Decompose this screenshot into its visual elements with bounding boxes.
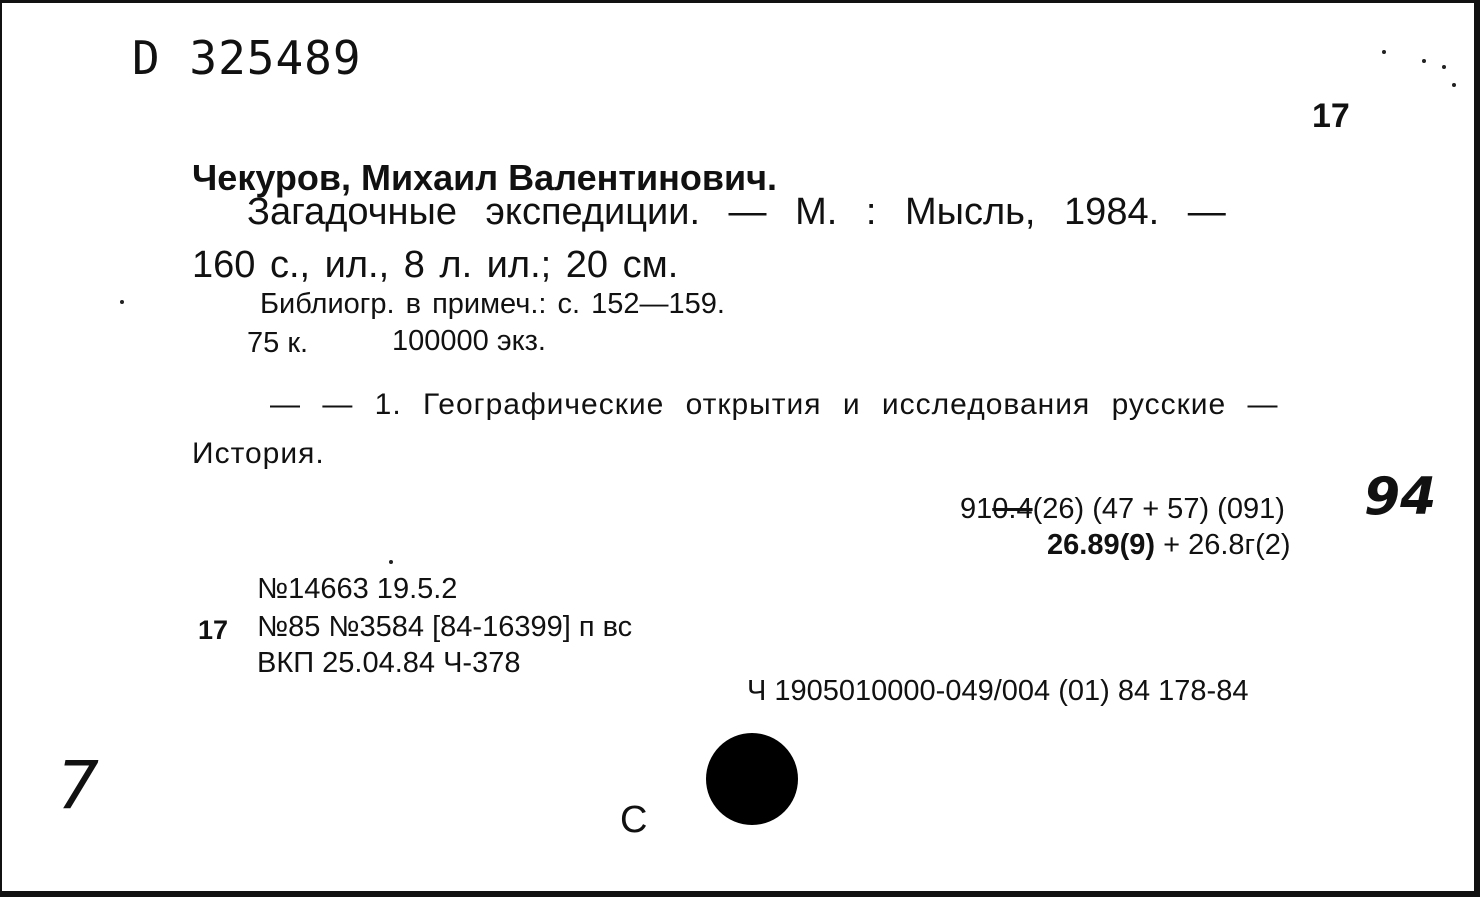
- order-number: №14663 19.5.2: [257, 573, 458, 605]
- speck-mark: [1422, 59, 1426, 63]
- classification-code-line2: [1047, 531, 1291, 560]
- class-code-line2-rest: + 26.8г(2): [1155, 529, 1291, 561]
- classification-code-line1: [960, 495, 1285, 524]
- class-code-handwritten: 94: [1364, 467, 1437, 527]
- order-line3: ВКП 25.04.84 Ч-378: [257, 647, 521, 679]
- class-code-rest: (26) (47 + 57) (091): [1032, 493, 1285, 525]
- punch-hole-dot: [706, 733, 798, 825]
- subject-heading-line2: История.: [192, 437, 325, 470]
- pages-line: 160 с., ил., 8 л. ил.; 20 см.: [192, 244, 679, 286]
- speck-mark: [1382, 50, 1386, 54]
- handwritten-margin-number: 7: [57, 747, 99, 824]
- speck-mark: [120, 300, 124, 304]
- top-right-number: 17: [1312, 97, 1350, 135]
- isbn-line: Ч 1905010000-049/004 (01) 84 178-84: [747, 675, 1249, 707]
- price: 75 к.: [247, 327, 309, 359]
- bottom-letter: С: [620, 799, 648, 841]
- order-line2: №85 №3584 [84-16399] п вс: [257, 611, 633, 643]
- title-line: Загадочные экспедиции. — М. : Мысль, 1984. —: [247, 191, 1226, 233]
- class-code-struck: 0.4: [992, 493, 1033, 525]
- class-code-prefix: 91: [960, 493, 993, 525]
- author-heading: Чекуров, Михаил Валентинович.: [192, 157, 777, 198]
- speck-mark: [1442, 65, 1446, 69]
- class-code-line2-bold: 26.89(9): [1047, 529, 1156, 561]
- speck-mark: [1452, 83, 1456, 87]
- copies: 100000 экз.: [392, 325, 546, 357]
- left-number: 17: [198, 615, 229, 645]
- accession-number: D 325489: [132, 31, 362, 85]
- subject-heading-line1: — — 1. Географические открытия и исследования русские —: [270, 388, 1279, 421]
- bibliography-note: Библиогр. в примеч.: с. 152—159.: [260, 288, 725, 320]
- speck-mark: [389, 560, 393, 564]
